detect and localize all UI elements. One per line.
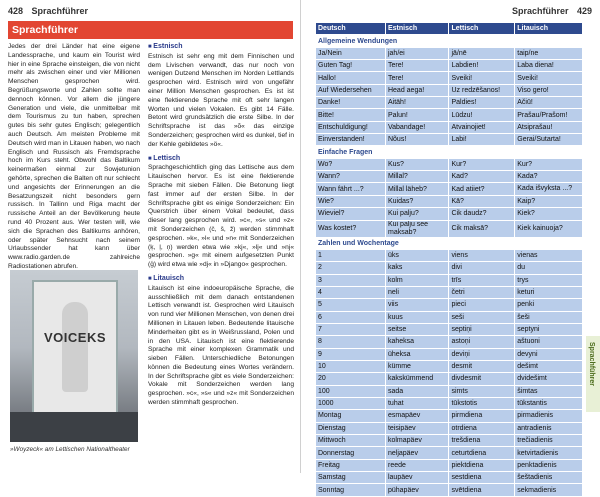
table-row xyxy=(316,47,583,59)
table-cell: Lūdzu! xyxy=(449,109,515,121)
table-section-row xyxy=(316,237,583,249)
table-cell: divdesmit xyxy=(449,373,515,385)
table-cell: 3 xyxy=(316,274,386,286)
language-column xyxy=(148,43,294,413)
table-cell: Labdien! xyxy=(449,60,515,72)
table-row xyxy=(316,171,583,183)
table-row xyxy=(316,435,583,447)
table-cell: Kada išvyksta ...? xyxy=(515,183,583,195)
table-cell: šimtas xyxy=(515,385,583,397)
table-cell: Kiek kainuoja? xyxy=(515,220,583,237)
table-cell: vienas xyxy=(515,249,583,261)
table-cell: Prašau/Prašom! xyxy=(515,109,583,121)
table-row xyxy=(316,385,583,397)
table-cell: teisipäev xyxy=(385,422,449,434)
table-cell: 6 xyxy=(316,311,386,323)
table-row xyxy=(316,262,583,274)
photo-caption: »Woyzeck« am Lettischen Nationaltheater xyxy=(10,446,130,453)
table-row xyxy=(316,72,583,84)
table-cell: dešimt xyxy=(515,360,583,372)
table-cell: Kad? xyxy=(449,171,515,183)
table-cell: trys xyxy=(515,274,583,286)
left-running-head xyxy=(8,6,88,16)
header-cell: Estnisch xyxy=(385,23,449,35)
table-row xyxy=(316,274,583,286)
table-cell: otrdiena xyxy=(449,422,515,434)
table-cell: Atvainojiet! xyxy=(449,121,515,133)
table-cell: 1000 xyxy=(316,397,386,409)
table-cell: du xyxy=(515,262,583,274)
table-cell: astoņi xyxy=(449,336,515,348)
table-cell: Kaip? xyxy=(515,195,583,207)
table-row xyxy=(316,311,583,323)
table-cell: kümme xyxy=(385,360,449,372)
table-cell: pühapäev xyxy=(385,484,449,496)
table-row xyxy=(316,360,583,372)
table-cell: jā/nē xyxy=(449,47,515,59)
table-cell: Ja/Nein xyxy=(316,47,386,59)
table-section-title: Allgemeine Wendungen xyxy=(316,35,583,47)
table-cell: Cik daudz? xyxy=(449,208,515,220)
table-row xyxy=(316,472,583,484)
table-cell: Was kostet? xyxy=(316,220,386,237)
table-cell: tūkstotis xyxy=(449,397,515,409)
table-cell: Wann fährt ...? xyxy=(316,183,386,195)
table-cell: esmapäev xyxy=(385,410,449,422)
table-cell: 9 xyxy=(316,348,386,360)
table-cell: Hallo! xyxy=(316,72,386,84)
lithuanian-paragraph: Litauisch ist eine indoeuropäische Sprache, die ausschließlich mit dem danach entstandenen Lettisch verwandt ist. Gesprochen wird Litauisch von rund vier Millionen Menschen, von denen drei Millionen in Litauen leben. Bedeutende litauische Minderheiten gibt es in Weißrussland, Polen und in den USA. Litauisch ist eine flektierende Sprache mit einer komplexen Grammatik und sieben Fällen. Unterschiedliche Betonungen können die Bedeutung eines Wortes verändern. In der Schriftsprache gibt es viele Sonderzeichen: Vokale mit Sonderzeichen werden lang gesprochen. »c«, »s« und »z« mit Sonderzeichen werden stimmhaft gesprochen. xyxy=(148,284,294,407)
poster-text: VOICEKS xyxy=(44,330,107,345)
table-cell: divi xyxy=(449,262,515,274)
table-cell: kakskümmend xyxy=(385,373,449,385)
table-cell: kuus xyxy=(385,311,449,323)
table-row xyxy=(316,373,583,385)
table-cell: neli xyxy=(385,286,449,298)
table-cell: Tere! xyxy=(385,72,449,84)
table-cell: Mittwoch xyxy=(316,435,386,447)
table-row xyxy=(316,286,583,298)
table-cell: Kada? xyxy=(515,171,583,183)
table-row xyxy=(316,249,583,261)
table-cell: četri xyxy=(449,286,515,298)
table-cell: penktadienis xyxy=(515,459,583,471)
latvian-heading: ■ Lettisch xyxy=(148,155,294,164)
table-cell: keturi xyxy=(515,286,583,298)
table-cell: Viso gero! xyxy=(515,84,583,96)
table-row xyxy=(316,422,583,434)
table-cell: Nõus! xyxy=(385,134,449,146)
table-section-title: Zahlen und Wochentage xyxy=(316,237,583,249)
table-row xyxy=(316,220,583,237)
table-row xyxy=(316,97,583,109)
poster-board xyxy=(32,280,118,414)
poster-figure xyxy=(62,302,88,392)
table-cell: pirmdiena xyxy=(449,410,515,422)
left-page xyxy=(0,0,300,473)
table-cell: Tere! xyxy=(385,60,449,72)
table-cell: septiņi xyxy=(449,323,515,335)
table-cell: Paldies! xyxy=(449,97,515,109)
table-row xyxy=(316,410,583,422)
table-cell: trīs xyxy=(449,274,515,286)
table-cell: Kad atiiet? xyxy=(449,183,515,195)
table-cell: viis xyxy=(385,299,449,311)
table-cell: Entschuldigung! xyxy=(316,121,386,133)
photo-ground xyxy=(10,412,138,442)
table-row xyxy=(316,348,583,360)
table-cell: pieci xyxy=(449,299,515,311)
table-cell: kolm xyxy=(385,274,449,286)
table-cell: Cik maksā? xyxy=(449,220,515,237)
intro-column xyxy=(8,43,140,277)
table-cell: kaheksa xyxy=(385,336,449,348)
table-cell: Sonntag xyxy=(316,484,386,496)
left-running-head-text: Sprachführer xyxy=(31,6,89,16)
table-cell: tuhat xyxy=(385,397,449,409)
table-row xyxy=(316,459,583,471)
phrase-table-wrapper xyxy=(315,22,583,497)
header-cell: Litauisch xyxy=(515,23,583,35)
estonian-heading: ■ Estnisch xyxy=(148,43,294,52)
table-cell: septyni xyxy=(515,323,583,335)
table-cell: Millal läheb? xyxy=(385,183,449,195)
table-cell: šeštadienis xyxy=(515,472,583,484)
table-cell: Kui palju see maksab? xyxy=(385,220,449,237)
table-row xyxy=(316,109,583,121)
phrase-table xyxy=(315,22,583,497)
table-cell: Freitag xyxy=(316,459,386,471)
section-title-bar xyxy=(8,21,293,39)
table-cell: Kui palju? xyxy=(385,208,449,220)
table-cell: sada xyxy=(385,385,449,397)
table-cell: Guten Tag! xyxy=(316,60,386,72)
table-row xyxy=(316,208,583,220)
table-cell: Montag xyxy=(316,410,386,422)
table-body xyxy=(316,35,583,496)
table-row xyxy=(316,336,583,348)
theatre-photo xyxy=(10,270,138,442)
table-cell: Kus? xyxy=(385,158,449,170)
table-row xyxy=(316,158,583,170)
table-cell: dvidešimt xyxy=(515,373,583,385)
table-cell: 20 xyxy=(316,373,386,385)
table-row xyxy=(316,299,583,311)
table-cell: Samstag xyxy=(316,472,386,484)
table-cell: Atsiprašau! xyxy=(515,121,583,133)
table-cell: Kuidas? xyxy=(385,195,449,207)
side-tab-label: Sprachführer xyxy=(588,342,595,386)
table-cell: üheksa xyxy=(385,348,449,360)
table-cell: piektdiena xyxy=(449,459,515,471)
table-cell: 8 xyxy=(316,336,386,348)
table-cell: Kur? xyxy=(515,158,583,170)
table-row xyxy=(316,121,583,133)
table-row xyxy=(316,134,583,146)
table-cell: sekmadienis xyxy=(515,484,583,496)
table-cell: reede xyxy=(385,459,449,471)
table-cell: 1 xyxy=(316,249,386,261)
table-section-title: Einfache Fragen xyxy=(316,146,583,158)
table-cell: seitse xyxy=(385,323,449,335)
table-cell: Uz redzēšanos! xyxy=(449,84,515,96)
table-cell: kaks xyxy=(385,262,449,274)
table-cell: kolmapäev xyxy=(385,435,449,447)
table-header-row xyxy=(316,23,583,35)
table-row xyxy=(316,484,583,496)
table-cell: aštuoni xyxy=(515,336,583,348)
table-cell: Donnerstag xyxy=(316,447,386,459)
table-cell: šeši xyxy=(515,311,583,323)
table-cell: 100 xyxy=(316,385,386,397)
table-cell: 2 xyxy=(316,262,386,274)
table-cell: deviņi xyxy=(449,348,515,360)
estonian-paragraph: Estnisch ist sehr eng mit dem Finnischen und dem Livischen verwandt, das nur noch von wenigen Dutzend Menschen im Norden Lettlands gesprochen wird. Estnisch wird von ungefähr einer Million Menschen gesprochen. Es ist ist eine flektierende Sprache mit oft sehr langen Worten und vielen Vokalen. Es gibt 14 Fälle. Betont wird grundsätzlich die erste Silbe. In der Schriftsprache ist das »õ« das einzige Sonderzeichen; gesprochen wird es dunkel, tief in der Kehle gebildetes »ö«. xyxy=(148,52,294,148)
table-cell: 7 xyxy=(316,323,386,335)
table-cell: Kur? xyxy=(449,158,515,170)
table-cell: 10 xyxy=(316,360,386,372)
left-page-number: 428 xyxy=(8,6,24,16)
table-cell: Gerai/Sutarta! xyxy=(515,134,583,146)
right-page-number: 429 xyxy=(576,6,592,16)
table-cell: Ačiū! xyxy=(515,97,583,109)
table-row xyxy=(316,447,583,459)
table-cell: taip/ne xyxy=(515,47,583,59)
table-row xyxy=(316,195,583,207)
lithuanian-heading: ■ Litauisch xyxy=(148,275,294,284)
right-running-head xyxy=(512,6,592,16)
table-cell: viens xyxy=(449,249,515,261)
right-running-head-text: Sprachführer xyxy=(511,6,569,16)
table-cell: Head aega! xyxy=(385,84,449,96)
table-cell: Wieviel? xyxy=(316,208,386,220)
table-cell: Kiek? xyxy=(515,208,583,220)
table-cell: Labi! xyxy=(449,134,515,146)
table-row xyxy=(316,323,583,335)
table-cell: Sveiki! xyxy=(515,72,583,84)
table-cell: Dienstag xyxy=(316,422,386,434)
table-cell: svētdiena xyxy=(449,484,515,496)
table-cell: sestdiena xyxy=(449,472,515,484)
table-cell: Sveiki! xyxy=(449,72,515,84)
table-cell: devyni xyxy=(515,348,583,360)
table-cell: simts xyxy=(449,385,515,397)
table-cell: penki xyxy=(515,299,583,311)
table-cell: Wie? xyxy=(316,195,386,207)
table-cell: Wann? xyxy=(316,171,386,183)
table-section-row xyxy=(316,35,583,47)
table-cell: laupäev xyxy=(385,472,449,484)
latvian-paragraph: Sprachgeschichtlich ging das Lettische aus dem Litauischen hervor. Es ist eine flektierende Sprache mit sieben Fällen. Die Betonung liegt fast immer auf der ersten Silbe. In der Schriftsprache gibt es einige Sonderzeichen: Ein Querstrich über einem Vokal bedeutet, dass dieser lang gesprochen wird. »c«, »s« und »z« mit Sonderzeichen (č, š, ž) werden stimmhaft gesprochen. »k«, »l« und »n« mit Sonderzeichen (ķ, ļ, ņ) werden etwa wie »kj«, »lj« und »nj« gesprochen. »g« mit einem aufgesetzten Punkt (ģ) wird etwa wie »dj« in »Django« gesprochen. xyxy=(148,164,294,269)
table-cell: üks xyxy=(385,249,449,261)
table-cell: desmit xyxy=(449,360,515,372)
table-cell: tūkstantis xyxy=(515,397,583,409)
table-cell: Millal? xyxy=(385,171,449,183)
table-section-row xyxy=(316,146,583,158)
table-cell: Auf Wiedersehen xyxy=(316,84,386,96)
table-cell: Wo? xyxy=(316,158,386,170)
table-cell: trešdiena xyxy=(449,435,515,447)
table-cell: 4 xyxy=(316,286,386,298)
table-cell: Bitte! xyxy=(316,109,386,121)
table-cell: neljapäev xyxy=(385,447,449,459)
header-cell: Lettisch xyxy=(449,23,515,35)
table-row xyxy=(316,84,583,96)
table-cell: Vabandage! xyxy=(385,121,449,133)
table-cell: ceturtdiena xyxy=(449,447,515,459)
table-cell: 5 xyxy=(316,299,386,311)
table-cell: jah/ei xyxy=(385,47,449,59)
table-cell: Laba diena! xyxy=(515,60,583,72)
section-title: Sprachführer xyxy=(12,24,78,36)
table-row xyxy=(316,183,583,195)
table-row xyxy=(316,397,583,409)
table-row xyxy=(316,60,583,72)
intro-paragraph: Jedes der drei Länder hat eine eigene Landessprache, und kaum ein Tourist wird hier in eine Sprache einsteigen, die von nicht mehr als zwischen einer und vier Millionen Menschen gesprochen wird. Begrüßungsworte und Zahlen sollte man dennoch können. Vor allem die jüngere Generation und viele, die unmittelbar mit dem Tourismus zu tun haben, sprechen gutes bis sehr gutes Englisch; gelegentlich auch Deutsch. Am meisten Probleme mit Deutsch wird man in Litauen haben, wo nach Englisch und Russisch als Fremdsprache hoch im Kurs steht. Obwohl das Baltikum keinermaßen einmal zur Sowjetunion gehörte, sprechen die Balten oft nur schlecht und angesichts der Erinnerungen an die Besatzungszeit nicht besonders gern russisch. In Tallinn und Riga macht der russische Anteil an der Bevölkerung heute rund 40 Prozent aus. Wer testen will, wie sich die Sprachen des Baltikums anhören, oder später Sehnsucht nach seinem Urlaubssender hat kann über www.radio.garden.de zahlreiche Radiostationen abrufen. xyxy=(8,43,140,270)
right-page xyxy=(300,0,600,494)
side-tab xyxy=(586,336,600,412)
table-cell: Palun! xyxy=(385,109,449,121)
table-cell: Danke! xyxy=(316,97,386,109)
table-cell: ketvirtadienis xyxy=(515,447,583,459)
table-cell: seši xyxy=(449,311,515,323)
table-cell: trečiadienis xyxy=(515,435,583,447)
table-cell: Kā? xyxy=(449,195,515,207)
table-cell: antradienis xyxy=(515,422,583,434)
table-cell: pirmadienis xyxy=(515,410,583,422)
table-cell: Einverstanden! xyxy=(316,134,386,146)
header-cell: Deutsch xyxy=(316,23,386,35)
table-cell: Aitäh! xyxy=(385,97,449,109)
